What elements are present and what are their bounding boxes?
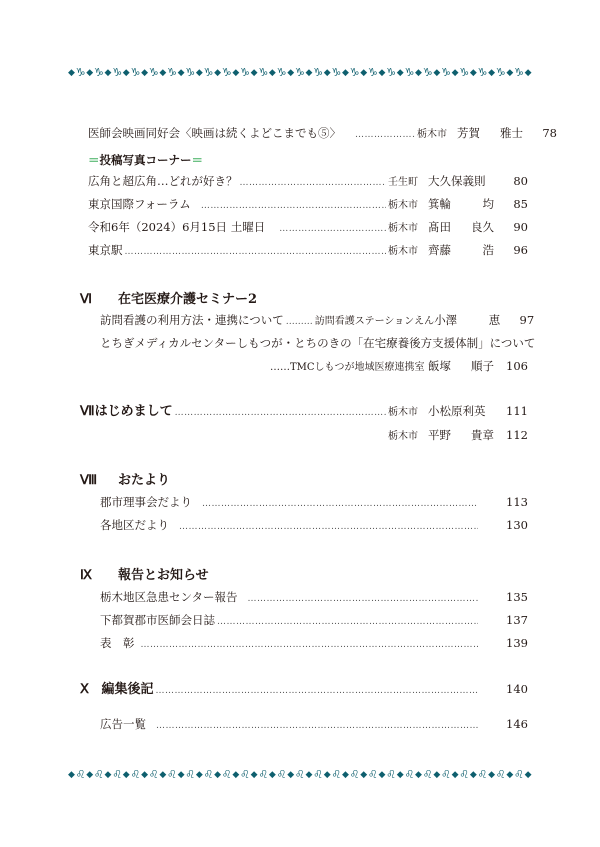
glyph-ornament-icon: ♌ (221, 768, 232, 781)
diamond-ornament-icon: ◆ (433, 68, 441, 78)
glyph-ornament-icon: ♌ (422, 768, 433, 781)
author-given: 恵 (488, 313, 501, 327)
entry-location: 栃木市 (388, 431, 418, 442)
entry-title: 東京駅 (88, 243, 123, 257)
glyph-ornament-icon: ♑ (203, 66, 214, 79)
glyph-ornament-icon: ♑ (221, 66, 232, 79)
entry-location: 栃木市 (388, 223, 418, 234)
entry-page: 80 (513, 174, 528, 188)
glyph-ornament-icon: ♌ (313, 768, 323, 781)
diamond-ornament-icon: ◆ (360, 770, 368, 780)
diamond-ornament-icon: ◆ (341, 770, 349, 780)
diamond-ornament-icon: ◆ (524, 68, 532, 78)
diamond-ornament-icon: ◆ (323, 770, 331, 780)
glyph-ornament-icon: ♌ (185, 768, 196, 781)
entry-organization: ……TMCしもつが地域医療連携室 (270, 362, 425, 373)
glyph-ornament-icon: ♌ (477, 768, 488, 781)
diamond-ornament-icon: ◆ (378, 68, 386, 78)
section-number: Ⅶ (80, 403, 95, 418)
leader-dots: ……… (285, 317, 313, 327)
entry-title: 栃木地区急患センター報告 (100, 590, 238, 604)
glyph-ornament-icon: ♌ (93, 768, 104, 781)
entry-author (457, 125, 529, 141)
glyph-ornament-icon: ♑ (386, 66, 397, 79)
toc-entry[interactable] (100, 517, 528, 535)
entry-location: 栃木市 (388, 246, 418, 257)
entry-location: 栃木市 (388, 407, 418, 418)
entry-page: 137 (506, 613, 528, 627)
section-title: おたより (118, 473, 171, 488)
diamond-ornament-icon: ◆ (250, 68, 258, 78)
author-given: 良久 (471, 220, 494, 234)
diamond-ornament-icon: ◆ (469, 68, 477, 78)
diamond-ornament-icon: ◆ (122, 68, 130, 78)
diamond-ornament-icon: ◆ (214, 770, 222, 780)
glyph-ornament-icon: ♌ (294, 768, 305, 781)
entry-title: 医師会映画同好会〈映画は続くよどこまでも⑤〉 (88, 126, 341, 140)
glyph-ornament-icon: ♌ (495, 768, 506, 781)
glyph-ornament-icon: ♑ (422, 66, 433, 79)
leader-dots (355, 127, 415, 143)
glyph-ornament-icon: ♑ (404, 66, 415, 79)
author-surname: 飯塚 (428, 359, 451, 373)
entry-page: 112 (506, 428, 528, 442)
glyph-ornament-icon: ♑ (367, 66, 378, 79)
entry-page: 97 (519, 313, 535, 327)
entry-location: 壬生町 (388, 177, 418, 188)
diamond-ornament-icon: ◆ (506, 770, 514, 780)
diamond-ornament-icon: ◆ (195, 68, 203, 78)
leader-dots (201, 198, 386, 214)
toc-entry[interactable] (388, 427, 528, 445)
glyph-ornament-icon: ♑ (93, 66, 104, 79)
entry-page: 96 (513, 243, 528, 257)
leader-dots (248, 591, 478, 607)
entry-author (428, 196, 500, 212)
diamond-ornament-icon: ◆ (86, 68, 94, 78)
diamond-ornament-icon: ◆ (68, 770, 75, 780)
diamond-ornament-icon: ◆ (287, 68, 295, 78)
diamond-ornament-icon: ◆ (396, 770, 404, 780)
leader-dots (125, 244, 387, 260)
entry-title: 広告一覧 (100, 717, 146, 731)
toc-entry[interactable] (88, 196, 528, 214)
diamond-ornament-icon: ◆ (396, 68, 404, 78)
glyph-ornament-icon: ♌ (386, 768, 397, 781)
diamond-ornament-icon: ◆ (451, 68, 459, 78)
entry-title: 広角と超広角…どれが好き？ (88, 174, 238, 188)
glyph-ornament-icon: ♑ (477, 66, 488, 79)
author-surname: 平野 (428, 428, 451, 442)
entry-author (428, 219, 500, 235)
glyph-ornament-icon: ♌ (514, 768, 524, 781)
section-title: 編集後記 (101, 682, 154, 697)
author-surname: 髙田 (428, 220, 451, 234)
author-surname: 小澤 (434, 313, 458, 327)
entry-author (428, 427, 500, 443)
glyph-ornament-icon: ♑ (495, 66, 506, 79)
leader-dots (240, 175, 387, 191)
entry-page: 135 (506, 590, 528, 604)
glyph-ornament-icon: ♌ (459, 768, 470, 781)
diamond-ornament-icon: ◆ (159, 68, 167, 78)
toc-entry-ads[interactable] (100, 716, 528, 734)
section-title: 在宅医療介護セミナー2 (118, 292, 258, 307)
glyph-ornament-icon: ♌ (404, 768, 415, 781)
glyph-ornament-icon: ♌ (112, 768, 123, 781)
section-heading-7[interactable] (80, 403, 528, 421)
toc-entry-continuation[interactable] (270, 358, 528, 376)
toc-entry[interactable] (100, 635, 528, 653)
glyph-ornament-icon: ♑ (258, 66, 269, 79)
glyph-ornament-icon: ♑ (185, 66, 196, 79)
diamond-ornament-icon: ◆ (104, 68, 112, 78)
bottom-ornament-border (68, 768, 532, 782)
toc-entry[interactable] (88, 125, 557, 143)
diamond-ornament-icon: ◆ (323, 68, 331, 78)
glyph-ornament-icon: ♑ (294, 66, 305, 79)
glyph-ornament-icon: ♌ (166, 768, 177, 781)
diamond-ornament-icon: ◆ (433, 770, 441, 780)
entry-title: 訪問看護の利用方法・連携について (100, 313, 284, 327)
glyph-ornament-icon: ♑ (313, 66, 323, 79)
entry-location: 栃木市 (388, 200, 418, 211)
diamond-ornament-icon: ◆ (177, 68, 185, 78)
diamond-ornament-icon: ◆ (341, 68, 349, 78)
author-name: 小松原利英 (428, 404, 486, 418)
entry-author (428, 173, 500, 189)
diamond-ornament-icon: ◆ (451, 770, 459, 780)
diamond-ornament-icon: ◆ (360, 68, 368, 78)
entry-page: 146 (506, 717, 528, 731)
entry-author (428, 403, 500, 419)
toc-entry[interactable] (100, 312, 535, 330)
glyph-ornament-icon: ♑ (148, 66, 159, 79)
diamond-ornament-icon: ◆ (232, 770, 240, 780)
toc-entry[interactable] (100, 612, 528, 630)
entry-author (428, 242, 500, 258)
top-ornament-border (68, 66, 532, 80)
diamond-ornament-icon: ◆ (141, 68, 148, 78)
section-title: 報告とお知らせ (118, 568, 209, 583)
eq-mark: ＝ (88, 153, 100, 167)
glyph-ornament-icon: ♌ (148, 768, 159, 781)
diamond-ornament-icon: ◆ (232, 68, 240, 78)
diamond-ornament-icon: ◆ (68, 68, 75, 78)
eq-mark: ＝ (191, 153, 203, 167)
diamond-ornament-icon: ◆ (469, 770, 477, 780)
entry-page: 90 (513, 220, 528, 234)
entry-title: 下都賀郡市医師会日誌 (100, 613, 215, 627)
leader-dots (141, 637, 479, 653)
glyph-ornament-icon: ♌ (130, 768, 141, 781)
glyph-ornament-icon: ♌ (367, 768, 378, 781)
author-given: 浩 (482, 243, 494, 257)
author-surname: 齊藤 (428, 243, 451, 257)
diamond-ornament-icon: ◆ (268, 770, 276, 780)
diamond-ornament-icon: ◆ (524, 770, 532, 780)
diamond-ornament-icon: ◆ (415, 68, 422, 78)
diamond-ornament-icon: ◆ (250, 770, 258, 780)
glyph-ornament-icon: ♑ (459, 66, 470, 79)
toc-entry[interactable] (88, 219, 528, 237)
diamond-ornament-icon: ◆ (287, 770, 295, 780)
section-heading-9[interactable] (80, 566, 209, 585)
glyph-ornament-icon: ♑ (75, 66, 86, 79)
leader-dots (179, 519, 478, 535)
entry-page: 130 (506, 518, 528, 532)
author-given: 貴章 (471, 428, 494, 442)
entry-location: 栃木市 (417, 129, 447, 140)
diamond-ornament-icon: ◆ (415, 770, 422, 780)
author-given: 順子 (471, 359, 494, 373)
glyph-ornament-icon: ♑ (349, 66, 360, 79)
entry-page: 140 (506, 682, 528, 696)
glyph-ornament-icon: ♌ (349, 768, 360, 781)
diamond-ornament-icon: ◆ (305, 68, 313, 78)
entry-title: 東京国際フォーラム (88, 197, 191, 211)
section-heading-10[interactable] (80, 681, 528, 699)
entry-page: 113 (506, 495, 528, 509)
entry-page: 106 (506, 359, 528, 373)
diamond-ornament-icon: ◆ (488, 68, 496, 78)
diamond-ornament-icon: ◆ (86, 770, 94, 780)
leader-dots (156, 683, 478, 699)
section-heading-6[interactable] (80, 290, 257, 309)
toc-entry[interactable] (88, 242, 528, 260)
entry-author (428, 358, 500, 374)
author-name: 大久保義則 (428, 174, 486, 188)
entry-title: 令和6年（2024）6月15日 土曜日 (88, 220, 266, 234)
glyph-ornament-icon: ♌ (276, 768, 287, 781)
section-title: はじめまして (94, 404, 173, 419)
author-surname: 芳賀 (457, 126, 480, 140)
toc-entry[interactable] (100, 335, 536, 351)
entry-title: 郡市理事会だより (100, 495, 192, 509)
section-heading-8[interactable] (80, 471, 170, 490)
glyph-ornament-icon: ♌ (240, 768, 250, 781)
diamond-ornament-icon: ◆ (141, 770, 148, 780)
diamond-ornament-icon: ◆ (195, 770, 203, 780)
section-number: Ⅹ (80, 681, 89, 696)
entry-page: 78 (542, 126, 557, 140)
toc-entry[interactable] (100, 494, 528, 512)
glyph-ornament-icon: ♑ (440, 66, 451, 79)
glyph-ornament-icon: ♑ (130, 66, 141, 79)
diamond-ornament-icon: ◆ (104, 770, 112, 780)
leader-dots (175, 405, 386, 421)
leader-dots (217, 614, 478, 630)
diamond-ornament-icon: ◆ (122, 770, 130, 780)
section-number: Ⅷ (80, 472, 98, 487)
diamond-ornament-icon: ◆ (488, 770, 496, 780)
entry-author (434, 312, 506, 328)
glyph-ornament-icon: ♑ (276, 66, 287, 79)
photo-corner-label: 投稿写真コーナー (99, 153, 192, 167)
glyph-ornament-icon: ♌ (331, 768, 342, 781)
glyph-ornament-icon: ♑ (112, 66, 123, 79)
entry-title: 表 彰 (100, 636, 135, 650)
glyph-ornament-icon: ♑ (240, 66, 250, 79)
section-number: Ⅸ (80, 567, 92, 582)
diamond-ornament-icon: ◆ (214, 68, 222, 78)
glyph-ornament-icon: ♑ (166, 66, 177, 79)
glyph-ornament-icon: ♌ (440, 768, 451, 781)
leader-dots (156, 718, 478, 734)
glyph-ornament-icon: ♑ (331, 66, 342, 79)
glyph-ornament-icon: ♑ (514, 66, 524, 79)
toc-entry[interactable] (100, 589, 528, 607)
author-given: 雅士 (500, 126, 523, 140)
section-number: Ⅵ (80, 291, 92, 306)
leader-dots (279, 221, 386, 237)
glyph-ornament-icon: ♌ (203, 768, 214, 781)
diamond-ornament-icon: ◆ (305, 770, 313, 780)
diamond-ornament-icon: ◆ (159, 770, 167, 780)
diamond-ornament-icon: ◆ (177, 770, 185, 780)
glyph-ornament-icon: ♌ (258, 768, 269, 781)
entry-title: とちぎメディカルセンターしもつが・とちのきの「在宅療養後方支援体制」について (100, 336, 536, 350)
toc-entry[interactable] (88, 173, 528, 191)
entry-title: 各地区だより (100, 518, 169, 532)
entry-page: 139 (506, 636, 528, 650)
entry-page: 85 (513, 197, 528, 211)
photo-corner-heading (88, 152, 203, 168)
entry-organization: 訪問看護ステーションえん (314, 316, 435, 327)
diamond-ornament-icon: ◆ (268, 68, 276, 78)
author-given: 均 (482, 197, 494, 211)
diamond-ornament-icon: ◆ (506, 68, 514, 78)
glyph-ornament-icon: ♌ (75, 768, 86, 781)
entry-page: 111 (506, 404, 528, 418)
author-surname: 箕輪 (428, 197, 451, 211)
leader-dots (202, 496, 478, 512)
diamond-ornament-icon: ◆ (378, 770, 386, 780)
